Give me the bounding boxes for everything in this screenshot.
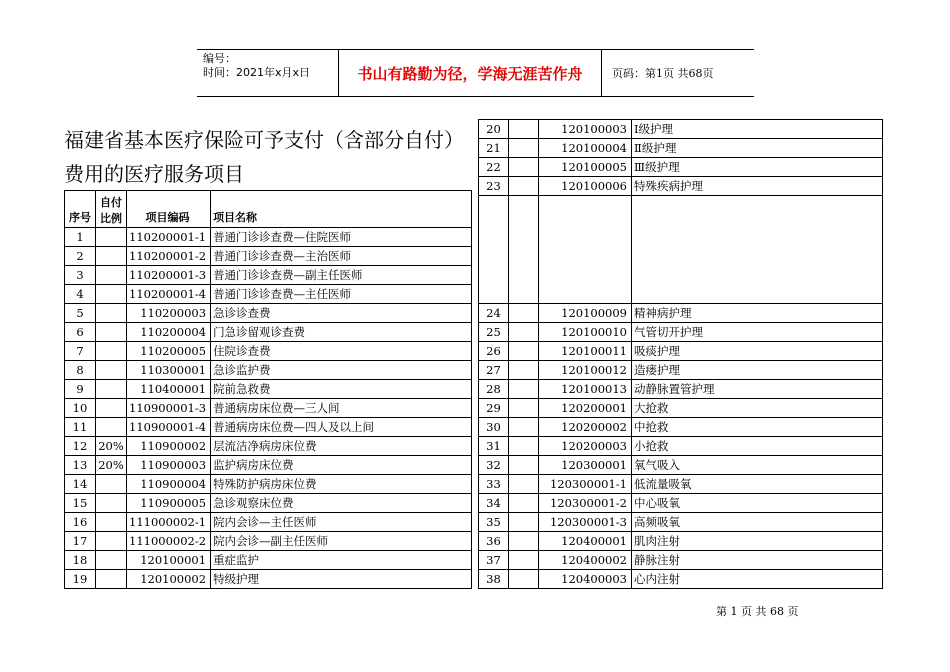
cell-no: 21 xyxy=(479,139,509,158)
cell-code: 120100006 xyxy=(539,177,632,196)
cell-name: 吸痰护理 xyxy=(632,342,883,361)
col-header-ratio-line1: 自付 xyxy=(100,196,122,209)
number-label: 编号： xyxy=(203,52,236,65)
cell-name: 急诊诊查费 xyxy=(211,304,472,323)
cell-name: Ⅲ级护理 xyxy=(632,158,883,177)
cell-no: 3 xyxy=(65,266,96,285)
cell-ratio xyxy=(96,361,127,380)
cell-no: 35 xyxy=(479,513,509,532)
table-row xyxy=(65,285,472,304)
time-label: 时间：2021年x月x日 xyxy=(203,66,311,79)
cell-ratio xyxy=(509,570,539,589)
table-row xyxy=(65,437,472,456)
cell-name: 急诊监护费 xyxy=(211,361,472,380)
cell-code: 120100013 xyxy=(539,380,632,399)
cell-name: 心内注射 xyxy=(632,570,883,589)
table-row xyxy=(479,196,883,304)
cell-code: 120200002 xyxy=(539,418,632,437)
cell-name: 普通门诊诊查费—住院医师 xyxy=(211,228,472,247)
cell-ratio xyxy=(509,304,539,323)
table-row xyxy=(479,456,883,475)
cell-ratio xyxy=(509,196,539,304)
table-row xyxy=(65,456,472,475)
table-row xyxy=(65,247,472,266)
cell-no: 7 xyxy=(65,342,96,361)
right-table xyxy=(478,119,883,589)
table-row xyxy=(479,494,883,513)
col-header-ratio xyxy=(96,191,127,228)
cell-no: 32 xyxy=(479,456,509,475)
cell-no: 9 xyxy=(65,380,96,399)
cell-ratio xyxy=(96,247,127,266)
cell-code: 110200001-3 xyxy=(127,266,211,285)
cell-name: 大抢救 xyxy=(632,399,883,418)
cell-no: 15 xyxy=(65,494,96,513)
table-row xyxy=(65,342,472,361)
cell-code: 110900001-4 xyxy=(127,418,211,437)
left-table xyxy=(64,190,472,589)
table-row xyxy=(479,177,883,196)
cell-code: 120100001 xyxy=(127,551,211,570)
cell-code: 110900001-3 xyxy=(127,399,211,418)
cell-code: 120100003 xyxy=(539,120,632,139)
table-row xyxy=(65,361,472,380)
cell-no: 19 xyxy=(65,570,96,589)
cell-ratio: 20% xyxy=(96,456,127,475)
col-header-code: 项目编码 xyxy=(127,191,211,228)
table-row xyxy=(479,570,883,589)
cell-name: 肌肉注射 xyxy=(632,532,883,551)
cell-name: 普通病房床位费—三人间 xyxy=(211,399,472,418)
cell-ratio xyxy=(96,228,127,247)
cell-no: 2 xyxy=(65,247,96,266)
table-row xyxy=(65,323,472,342)
cell-no: 22 xyxy=(479,158,509,177)
cell-ratio xyxy=(509,323,539,342)
cell-code: 120400001 xyxy=(539,532,632,551)
cell-ratio xyxy=(96,494,127,513)
cell-ratio xyxy=(509,120,539,139)
cell-ratio xyxy=(509,399,539,418)
cell-ratio xyxy=(96,532,127,551)
cell-code: 110400001 xyxy=(127,380,211,399)
cell-name: 中心吸氧 xyxy=(632,494,883,513)
cell-code: 120100011 xyxy=(539,342,632,361)
cell-name: 普通门诊诊查费—主任医师 xyxy=(211,285,472,304)
cell-ratio xyxy=(96,380,127,399)
table-row xyxy=(479,158,883,177)
cell-no xyxy=(479,196,509,304)
table-row xyxy=(65,380,472,399)
table-row xyxy=(479,532,883,551)
table-row xyxy=(479,380,883,399)
cell-no: 28 xyxy=(479,380,509,399)
table-row xyxy=(65,266,472,285)
cell-code: 110300001 xyxy=(127,361,211,380)
cell-no: 38 xyxy=(479,570,509,589)
left-table-body xyxy=(65,228,472,589)
cell-no: 26 xyxy=(479,342,509,361)
cell-name: 氧气吸入 xyxy=(632,456,883,475)
cell-no: 29 xyxy=(479,399,509,418)
table-row xyxy=(479,418,883,437)
cell-code: 120100002 xyxy=(127,570,211,589)
cell-no: 24 xyxy=(479,304,509,323)
cell-code: 110200001-1 xyxy=(127,228,211,247)
cell-ratio xyxy=(509,494,539,513)
cell-ratio xyxy=(509,158,539,177)
cell-name: 静脉注射 xyxy=(632,551,883,570)
cell-name: 院内会诊—副主任医师 xyxy=(211,532,472,551)
cell-code: 110200003 xyxy=(127,304,211,323)
cell-code: 120400003 xyxy=(539,570,632,589)
cell-ratio xyxy=(509,513,539,532)
table-row xyxy=(65,228,472,247)
cell-ratio xyxy=(96,304,127,323)
cell-name: 特殊疾病护理 xyxy=(632,177,883,196)
cell-name: 普通门诊诊查费—主治医师 xyxy=(211,247,472,266)
cell-ratio xyxy=(96,285,127,304)
table-row xyxy=(65,304,472,323)
table-row xyxy=(65,494,472,513)
cell-ratio xyxy=(96,513,127,532)
col-header-ratio-line2: 比例 xyxy=(100,212,122,225)
cell-code: 110900002 xyxy=(127,437,211,456)
table-row xyxy=(479,342,883,361)
cell-ratio xyxy=(96,266,127,285)
cell-name xyxy=(632,196,883,304)
cell-ratio xyxy=(509,418,539,437)
cell-no: 36 xyxy=(479,532,509,551)
cell-name: 院前急救费 xyxy=(211,380,472,399)
table-row xyxy=(479,399,883,418)
cell-name: 监护病房床位费 xyxy=(211,456,472,475)
cell-name: 院内会诊—主任医师 xyxy=(211,513,472,532)
cell-no: 1 xyxy=(65,228,96,247)
cell-no: 31 xyxy=(479,437,509,456)
cell-name: 小抢救 xyxy=(632,437,883,456)
cell-name: 重症监护 xyxy=(211,551,472,570)
cell-no: 4 xyxy=(65,285,96,304)
cell-code: 110200005 xyxy=(127,342,211,361)
table-row xyxy=(65,399,472,418)
cell-code: 110900004 xyxy=(127,475,211,494)
cell-no: 18 xyxy=(65,551,96,570)
cell-ratio xyxy=(509,437,539,456)
cell-ratio xyxy=(509,139,539,158)
cell-no: 16 xyxy=(65,513,96,532)
cell-ratio xyxy=(509,361,539,380)
table-row xyxy=(479,139,883,158)
cell-no: 27 xyxy=(479,361,509,380)
title-line-1: 福建省基本医疗保险可予支付（含部分自付） xyxy=(64,128,464,152)
cell-code: 120300001-2 xyxy=(539,494,632,513)
cell-code: 120100009 xyxy=(539,304,632,323)
cell-no: 25 xyxy=(479,323,509,342)
cell-no: 17 xyxy=(65,532,96,551)
cell-ratio xyxy=(509,551,539,570)
table-row xyxy=(479,475,883,494)
cell-ratio xyxy=(96,475,127,494)
cell-name: 低流量吸氧 xyxy=(632,475,883,494)
cell-no: 30 xyxy=(479,418,509,437)
cell-no: 14 xyxy=(65,475,96,494)
cell-ratio xyxy=(509,177,539,196)
cell-no: 5 xyxy=(65,304,96,323)
cell-no: 23 xyxy=(479,177,509,196)
table-row xyxy=(479,513,883,532)
table-row xyxy=(479,323,883,342)
cell-ratio xyxy=(509,456,539,475)
cell-ratio xyxy=(509,342,539,361)
cell-name: 中抢救 xyxy=(632,418,883,437)
cell-no: 8 xyxy=(65,361,96,380)
cell-ratio xyxy=(509,475,539,494)
cell-code: 111000002-2 xyxy=(127,532,211,551)
cell-name: 急诊观察床位费 xyxy=(211,494,472,513)
cell-code: 110200001-2 xyxy=(127,247,211,266)
table-row xyxy=(65,418,472,437)
table-row xyxy=(65,513,472,532)
cell-no: 10 xyxy=(65,399,96,418)
page-code: 页码：第1页 共68页 xyxy=(612,67,714,80)
cell-ratio xyxy=(96,399,127,418)
cell-name: 普通病房床位费—四人及以上间 xyxy=(211,418,472,437)
table-row xyxy=(65,551,472,570)
cell-ratio xyxy=(509,380,539,399)
cell-ratio xyxy=(96,570,127,589)
cell-code: 110900003 xyxy=(127,456,211,475)
table-row xyxy=(479,551,883,570)
cell-name: 特殊防护病房床位费 xyxy=(211,475,472,494)
table-row xyxy=(65,570,472,589)
cell-code: 120200001 xyxy=(539,399,632,418)
cell-no: 37 xyxy=(479,551,509,570)
title-line-2: 费用的医疗服务项目 xyxy=(64,162,244,186)
cell-name: 气管切开护理 xyxy=(632,323,883,342)
cell-code: 120300001 xyxy=(539,456,632,475)
table-row xyxy=(479,361,883,380)
cell-name: 住院诊查费 xyxy=(211,342,472,361)
cell-name: 精神病护理 xyxy=(632,304,883,323)
cell-code: 120400002 xyxy=(539,551,632,570)
cell-name: 高频吸氧 xyxy=(632,513,883,532)
cell-ratio xyxy=(96,551,127,570)
cell-code: 110200001-4 xyxy=(127,285,211,304)
cell-code: 120100004 xyxy=(539,139,632,158)
cell-no: 13 xyxy=(65,456,96,475)
table-row xyxy=(479,304,883,323)
cell-code: 111000002-1 xyxy=(127,513,211,532)
table-row xyxy=(65,532,472,551)
table-row xyxy=(65,475,472,494)
cell-code: 120200003 xyxy=(539,437,632,456)
header-meta xyxy=(197,50,339,96)
cell-code: 110900005 xyxy=(127,494,211,513)
cell-code: 110200004 xyxy=(127,323,211,342)
cell-no: 11 xyxy=(65,418,96,437)
cell-code: 120300001-3 xyxy=(539,513,632,532)
cell-name: 动静脉置管护理 xyxy=(632,380,883,399)
table-row xyxy=(479,120,883,139)
cell-name: 门急诊留观诊查费 xyxy=(211,323,472,342)
cell-name: 特级护理 xyxy=(211,570,472,589)
document-header xyxy=(197,49,754,97)
cell-no: 12 xyxy=(65,437,96,456)
cell-no: 6 xyxy=(65,323,96,342)
cell-code: 120100005 xyxy=(539,158,632,177)
cell-name: Ⅱ级护理 xyxy=(632,139,883,158)
table-row xyxy=(479,437,883,456)
cell-code: 120100012 xyxy=(539,361,632,380)
cell-name: 普通门诊诊查费—副主任医师 xyxy=(211,266,472,285)
cell-ratio xyxy=(96,342,127,361)
cell-ratio xyxy=(96,418,127,437)
col-header-name: 项目名称 xyxy=(211,191,472,228)
cell-ratio xyxy=(509,532,539,551)
cell-code: 120300001-1 xyxy=(539,475,632,494)
cell-ratio xyxy=(96,323,127,342)
document-title xyxy=(64,123,484,191)
slogan: 书山有路勤为径，学海无涯苦作舟 xyxy=(339,50,602,96)
cell-name: Ⅰ级护理 xyxy=(632,120,883,139)
cell-name: 层流洁净病房床位费 xyxy=(211,437,472,456)
cell-name: 造瘘护理 xyxy=(632,361,883,380)
cell-code xyxy=(539,196,632,304)
col-header-no: 序号 xyxy=(65,191,96,228)
table-header-row xyxy=(65,191,472,228)
cell-code: 120100010 xyxy=(539,323,632,342)
cell-no: 20 xyxy=(479,120,509,139)
cell-no: 34 xyxy=(479,494,509,513)
page-footer: 第 1 页 共 68 页 xyxy=(716,605,799,618)
right-table-body xyxy=(479,120,883,589)
cell-ratio: 20% xyxy=(96,437,127,456)
cell-no: 33 xyxy=(479,475,509,494)
